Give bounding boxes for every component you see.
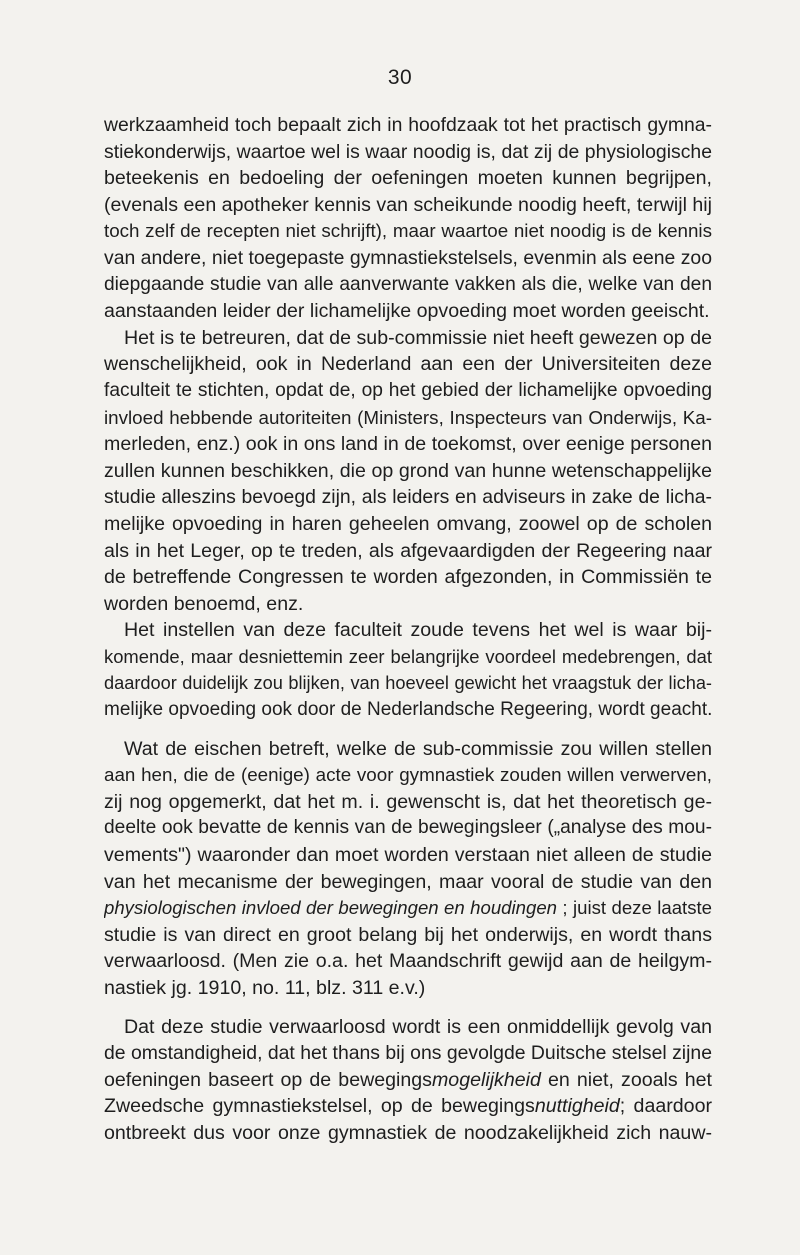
text-line: van andere, niet toegepaste gymnastiekstelsels, evenmin als eene zoo (104, 246, 712, 269)
text-line: werkzaamheid toch bepaalt zich in hoofdzaak tot het practisch gymna- (104, 114, 712, 136)
text-line: wenschelijkheid, ook in Nederland aan een der Universiteiten deze (104, 353, 712, 376)
text-line: komende, maar desniettemin zeer belangrijke voordeel medebrengen, dat (104, 645, 712, 667)
text-line: aan hen, die de (eenige) acte voor gymnastiek zouden willen verwerven, (104, 764, 712, 786)
text-line: Het instellen van deze faculteit zoude tevens het wel is waar bij- (124, 619, 712, 642)
text-line: Het is te betreuren, dat de sub-commissie niet heeft gewezen op de (124, 326, 712, 349)
text-line: daardoor duidelijk zou blijken, van hoeveel gewicht het vraagstuk der licha- (104, 673, 712, 694)
text-line: vements") waaronder dan moet worden verstaan niet alleen de studie (104, 844, 712, 867)
text-line: zullen kunnen beschikken, die op grond van hunne wetenschappelijke (104, 459, 712, 482)
text-line: merleden, enz.) ook in ons land in de toekomst, over eenige personen (104, 433, 712, 456)
text-line: invloed hebbende autoriteiten (Ministers, Inspecteurs van Onderwijs, Ka- (104, 406, 712, 428)
text-line-italic: physiologischen invloed der bewegingen en houdingen ; juist deze laatste (104, 897, 712, 919)
text-line: als in het Leger, op te treden, als afgevaardigden der Regeering naar (104, 539, 712, 562)
text-line: zij nog opgemerkt, dat het m. i. gewenscht is, dat het theoretisch ge- (104, 790, 712, 813)
text-line: nastiek jg. 1910, no. 11, blz. 311 e.v.) (104, 977, 426, 999)
text-line: melijke opvoeding in haren geheelen omvang, zoowel op de scholen (104, 512, 712, 535)
italic-phrase: physiologischen invloed der bewegingen en houdingen (104, 897, 558, 919)
text-line: stiekonderwijs, waartoe wel is waar noodig is, dat zij de physiologische (104, 140, 712, 163)
document-body (104, 112, 712, 1147)
text-line: studie is van direct en groot belang bij het onderwijs, en wordt thans (104, 923, 712, 946)
text-line: worden benoemd, enz. (104, 592, 304, 615)
text-line: Wat de eischen betreft, welke de sub-commissie zou willen stellen (124, 737, 712, 760)
page-number: 30 (387, 66, 413, 89)
text-line: faculteit te stichten, opdat de, op het gebied der lichamelijke opvoeding (104, 379, 712, 401)
text-line: toch zelf de recepten niet schrijft), maar waartoe niet noodig is de kennis (104, 220, 712, 242)
text-line: studie alleszins bevoegd zijn, als leiders en adviseurs in zake de licha- (104, 486, 712, 509)
text-line: Dat deze studie verwaarloosd wordt is een onmiddellijk gevolg van (124, 1015, 712, 1038)
italic-phrase: nuttigheid (534, 1095, 620, 1118)
text-line: aanstaanden leider der lichamelijke opvoeding moet worden geeischt. (104, 300, 710, 323)
text-line: van het mecanisme der bewegingen, maar vooral de studie van den (104, 870, 712, 893)
text-line: beteekenis en bedoeling der oefeningen moeten kunnen begrijpen, (104, 167, 712, 190)
text-line: de omstandigheid, dat het thans bij ons gevolgde Duitsche stelsel zijne (104, 1042, 712, 1065)
text-line: diepgaande studie van alle aanverwante vakken als die, welke van den (104, 273, 712, 295)
text-line: (evenals een apotheker kennis van scheikunde noodig heeft, terwijl hij (104, 193, 712, 216)
italic-phrase: mogelijkheid (431, 1068, 541, 1091)
text-line-italic: oefeningen baseert op de bewegingsmogelijkheid en niet, zooals het (104, 1068, 712, 1091)
text-line: deelte ook bevatte de kennis van de bewegingsleer („analyse des mou- (104, 817, 712, 839)
text-line: de betreffende Congressen te worden afgezonden, in Commissiën te (104, 566, 712, 589)
text-line: verwaarloosd. (Men zie o.a. het Maandschrift gewijd aan de heilgym- (104, 950, 712, 973)
text-line-italic: Zweedsche gymnastiekstelsel, op de bewegingsnuttigheid; daardoor (104, 1095, 712, 1118)
text-line: melijke opvoeding ook door de Nederlandsche Regeering, wordt geacht. (104, 699, 712, 721)
text-line: ontbreekt dus voor onze gymnastiek de noodzakelijkheid zich nauw- (104, 1121, 712, 1144)
